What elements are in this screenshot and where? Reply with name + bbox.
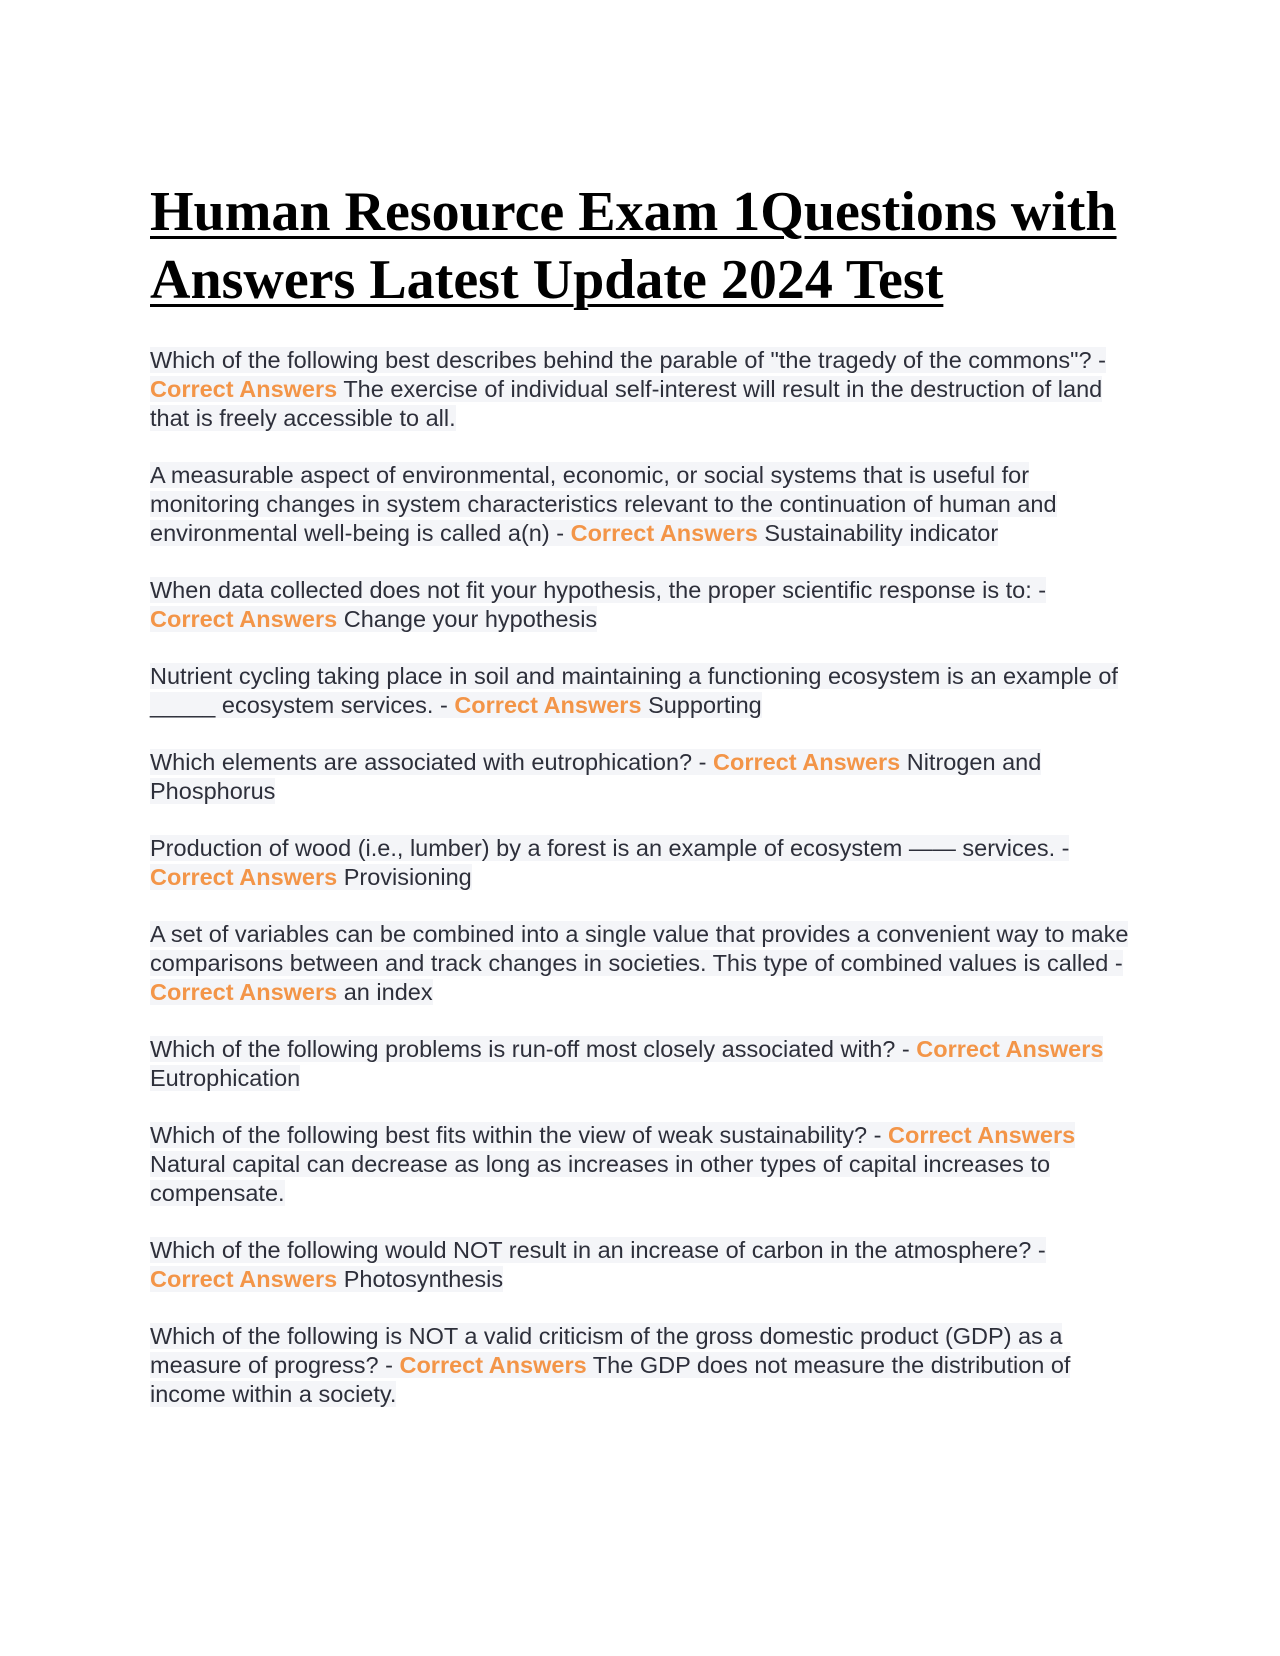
answer-text: Change your hypothesis [343, 606, 598, 632]
correct-answers-label: Correct Answers [454, 692, 642, 718]
qa-highlight [150, 1122, 1075, 1206]
qa-item [150, 346, 1132, 433]
answer-text: Photosynthesis [343, 1266, 504, 1292]
document-page [150, 178, 1132, 1437]
qa-highlight [150, 462, 1057, 546]
answer-text: Provisioning [343, 864, 472, 890]
question-separator: - [1091, 347, 1106, 373]
qa-item [150, 748, 1132, 806]
answer-text: Sustainability indicator [764, 520, 999, 546]
question-separator: - [1055, 835, 1070, 861]
qa-highlight [150, 835, 1069, 890]
qa-highlight [150, 1036, 1103, 1091]
question-separator: - [1108, 950, 1123, 976]
qa-item [150, 920, 1132, 1007]
question-text: When data collected does not fit your hypothesis, the proper scientific response is to: [150, 577, 1032, 603]
question-text: Which of the following would NOT result in an increase of carbon in the atmosphere? [150, 1237, 1032, 1263]
answer-text: Eutrophication [150, 1065, 301, 1091]
correct-answers-label: Correct Answers [713, 749, 901, 775]
qa-highlight [150, 663, 1118, 718]
correct-answers-label: Correct Answers [150, 864, 338, 890]
qa-highlight [150, 921, 1128, 1005]
question-separator: - [692, 749, 713, 775]
correct-answers-label: Correct Answers [570, 520, 758, 546]
document-title: Human Resource Exam 1Questions with Answers Latest Update 2024 Test [150, 181, 1117, 311]
qa-item [150, 1035, 1132, 1093]
question-text: Which of the following is NOT a valid criticism of the gross domestic product (GDP) as a measure of progress? [150, 1323, 1063, 1378]
answer-text: The GDP does not measure the distribution of income within a society. [150, 1352, 1071, 1407]
correct-answers-label: Correct Answers [150, 1266, 338, 1292]
question-text: Which elements are associated with eutrophication? [150, 749, 693, 775]
question-separator: - [867, 1122, 888, 1148]
question-separator: - [549, 520, 571, 546]
qa-item [150, 576, 1132, 634]
qa-highlight [150, 347, 1106, 431]
qa-item [150, 1322, 1132, 1409]
qa-item [150, 834, 1132, 892]
question-text: Which of the following problems is run-off most closely associated with? [150, 1036, 896, 1062]
answer-text: The exercise of individual self-interest will result in the destruction of land that is freely accessible to all. [150, 376, 1103, 431]
correct-answers-label: Correct Answers [150, 606, 338, 632]
qa-item [150, 1121, 1132, 1208]
answer-text: Supporting [648, 692, 762, 718]
answer-text: an index [343, 979, 433, 1005]
answer-text: Nitrogen and Phosphorus [150, 749, 1042, 804]
qa-highlight [150, 1237, 1046, 1292]
correct-answers-label: Correct Answers [150, 979, 338, 1005]
question-text: Production of wood (i.e., lumber) by a forest is an example of ecosystem —— services. [150, 835, 1056, 861]
correct-answers-label: Correct Answers [150, 376, 338, 402]
question-text: Which of the following best describes behind the parable of "the tragedy of the commons"? [150, 347, 1092, 373]
qa-list [150, 346, 1132, 1409]
question-separator: - [433, 692, 455, 718]
question-separator: - [378, 1352, 400, 1378]
answer-text: Natural capital can decrease as long as increases in other types of capital increases to compensate. [150, 1151, 1051, 1206]
qa-highlight [150, 1323, 1070, 1407]
question-text: A measurable aspect of environmental, economic, or social systems that is useful for monitoring changes in system characteristics relevant to the continuation of human and environmental well-being is called a(n) [150, 462, 1057, 546]
qa-item [150, 662, 1132, 720]
question-separator: - [895, 1036, 917, 1062]
question-text: Nutrient cycling taking place in soil and maintaining a functioning ecosystem is an example of _____ ecosystem services. [150, 663, 1118, 718]
question-text: Which of the following best fits within the view of weak sustainability? [150, 1122, 868, 1148]
question-separator: - [1031, 577, 1047, 603]
qa-item [150, 1236, 1132, 1294]
qa-item [150, 461, 1132, 548]
correct-answers-label: Correct Answers [399, 1352, 587, 1378]
correct-answers-label: Correct Answers [888, 1122, 1076, 1148]
qa-highlight [150, 577, 1046, 632]
qa-highlight [150, 749, 1041, 804]
question-separator: - [1031, 1237, 1046, 1263]
correct-answers-label: Correct Answers [916, 1036, 1104, 1062]
question-text: A set of variables can be combined into a single value that provides a convenient way to make comparisons between and track changes in societies. This type of combined values is called [150, 921, 1129, 976]
